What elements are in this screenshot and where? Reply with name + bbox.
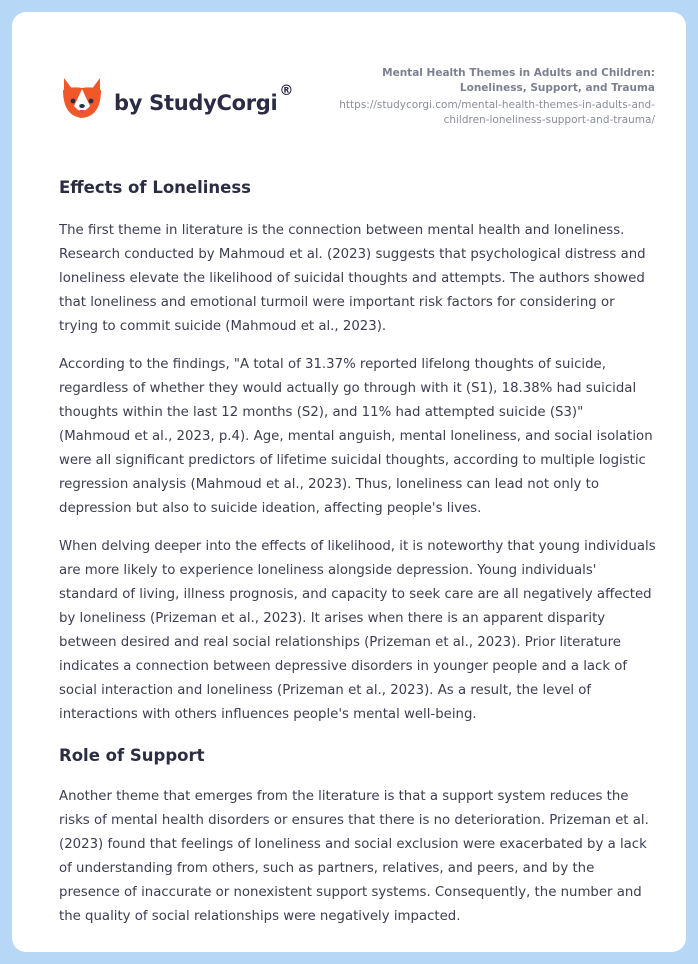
document-card [12,12,686,952]
section-heading-effects-of-loneliness: Effects of Loneliness [59,178,251,197]
document-url[interactable]: https://studycorgi.com/mental-health-themes-in-adults-and-children-loneliness-support-and-trauma/ [339,99,655,126]
brand-name: by StudyCorgi ® [114,83,294,115]
studycorgi-logo[interactable] [60,76,293,122]
section-heading-role-of-support: Role of Support [59,746,205,765]
page-header [12,12,686,152]
corgi-logo-icon [60,76,104,122]
article-body [59,176,657,929]
paragraph: When delving deeper into the effects of likelihood, it is noteworthy that young individuals are more likely to experience loneliness alongside depression. Young individuals' standard of living, illness prognosis, and capacity to seek care are all negatively affected by loneliness (Prizeman et al., 2023). It arises when there is an apparent disparity between desired and real social relationships (Prizeman et al., 2023). Prior literature indicates a connection between depressive disorders in younger people and a lack of social interaction and loneliness (Prizeman et al., 2023). As a result, the level of interactions with others influences people's mental well-being. [59,539,656,722]
document-title: Mental Health Themes in Adults and Children: Loneliness, Support, and Trauma [382,67,655,94]
document-meta [315,66,655,128]
paragraph: Another theme that emerges from the literature is that a support system reduces the risks of mental health disorders or ensures that there is no deterioration. Prizeman et al. (2023) found that feelings of loneliness and social exclusion were exacerbated by a lack of understanding from others, such as partners, relatives, and peers, and by the presence of inaccurate or nonexistent support systems. Consequently, the number and the quality of social relationships were negatively impacted. [59,789,649,924]
paragraph: The first theme in literature is the connection between mental health and loneliness. Research conducted by Mahmoud et al. (2023) suggests that psychological distress and loneliness elevate the likelihood of suicidal thoughts and attempts. The authors showed that loneliness and emotional turmoil were important risk factors for considering or trying to commit suicide (Mahmoud et al., 2023). [59,223,646,334]
paragraph: According to the findings, "A total of 31.37% reported lifelong thoughts of suicide, regardless of whether they would actually go through with it (S1), 18.38% had suicidal thoughts within the last 12 months (S2), and 11% had attempted suicide (S3)" (Mahmoud et al., 2023, p.4). Age, mental anguish, mental loneliness, and social isolation were all significant predictors of lifetime suicidal thoughts, according to multiple logistic regression analysis (Mahmoud et al., 2023). Thus, loneliness can lead not only to depression but also to suicide ideation, affecting people's lives. [59,357,653,516]
